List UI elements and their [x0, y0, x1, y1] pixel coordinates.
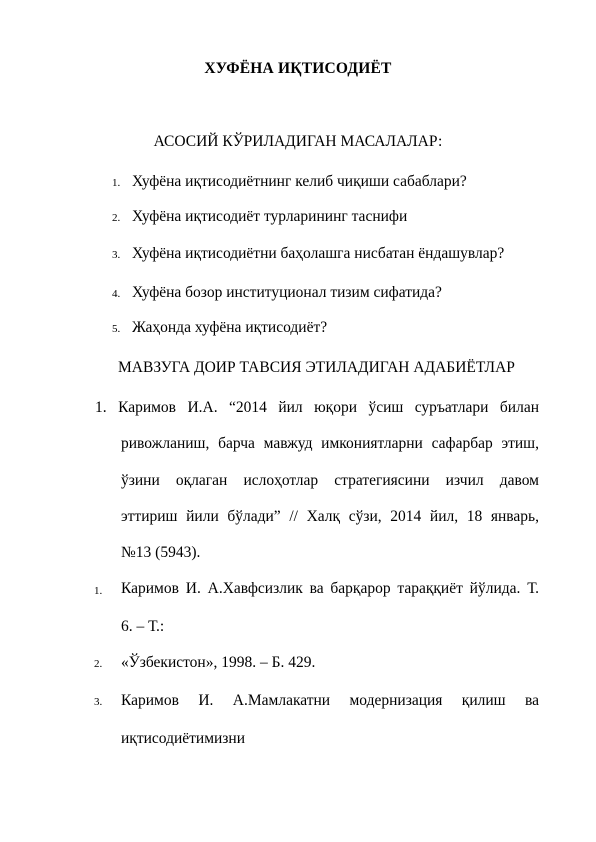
question-text: Жаҳонда хуфёна иқтисодиёт?	[132, 319, 328, 336]
reference-number: 3.	[94, 696, 103, 708]
reference-number: 2.	[94, 658, 103, 670]
reference-line: ривожланиш, барча мавжуд имкониятларни сафарбар этиш,	[121, 435, 539, 452]
reference-line: 6. – Т.:	[121, 618, 165, 635]
section-subtitle: АСОСИЙ КЎРИЛАДИГАН МАСАЛАЛАР:	[153, 133, 443, 150]
question-text: Хуфёна иқтисодиётнинг келиб чиқиши сабаблари?	[132, 173, 467, 190]
question-number: 1.	[112, 177, 121, 189]
question-number: 4.	[112, 288, 121, 300]
question-number: 5.	[112, 323, 121, 335]
reference-line: 1. Каримов И.А. “2014 йил юқори ўсиш суръатлари билан	[95, 399, 539, 416]
document-title: ХУФЁНА ИҚТИСОДИЁТ	[204, 60, 392, 77]
reference-number: 1.	[94, 585, 103, 597]
reference-line: Каримов И. А.Мамлакатни модернизация қилиш ва	[121, 692, 539, 709]
reference-line: «Ўзбекистон», 1998. – Б. 429.	[121, 654, 316, 671]
literature-heading: МАВЗУГА ДОИР ТАВСИЯ ЭТИЛАДИГАН АДАБИЁТЛАР	[118, 359, 515, 376]
question-text: Хуфёна бозор институционал тизим сифатида?	[132, 284, 442, 301]
reference-line: ўзини оқлаган ислоҳотлар стратегиясини изчил давом	[121, 472, 539, 489]
reference-line: Каримов И. А.Хавфсизлик ва барқарор тараққиёт йўлида. Т.	[121, 580, 539, 597]
reference-line: иқтисодиётимизни	[121, 730, 246, 747]
question-text: Хуфёна иқтисодиёт турларининг таснифи	[132, 208, 408, 225]
question-number: 2.	[112, 212, 121, 224]
reference-line: №13 (5943).	[121, 544, 201, 561]
reference-line: эттириш йили бўлади” // Халқ сўзи, 2014 йил, 18 январь,	[121, 508, 539, 525]
question-number: 3.	[112, 249, 121, 261]
question-text: Хуфёна иқтисодиётни баҳолашга нисбатан ёндашувлар?	[132, 245, 505, 262]
